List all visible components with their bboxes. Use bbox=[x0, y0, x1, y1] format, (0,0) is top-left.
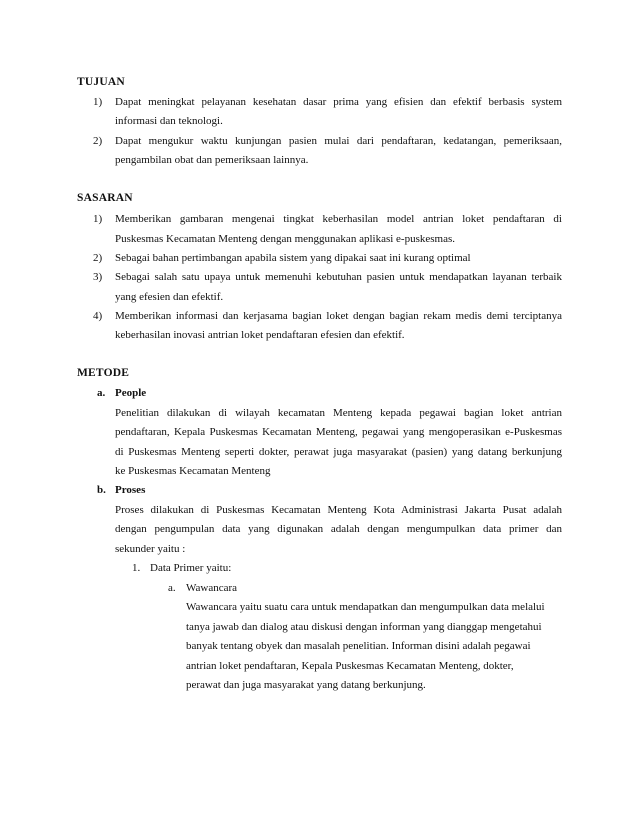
heading-tujuan: TUJUAN bbox=[77, 76, 125, 88]
sasaran-item-3-number: 3) bbox=[93, 271, 103, 283]
people-letter: a. bbox=[97, 387, 106, 399]
tujuan-item-1-line-2: informasi dan teknologi. bbox=[115, 115, 223, 127]
sasaran-item-4-line-2: keberhasilan inovasi antrian loket pendaftaran efesien dan efektif. bbox=[115, 329, 405, 341]
proses-line-2: dengan pengumpulan data yang digunakan adalah dengan mengumpulkan data primer dan bbox=[115, 523, 562, 535]
wawancara-letter: a. bbox=[168, 582, 176, 594]
people-title: People bbox=[115, 387, 147, 399]
tujuan-item-1-number: 1) bbox=[93, 96, 103, 108]
proses-line-3: sekunder yaitu : bbox=[115, 543, 186, 555]
sasaran-item-2-line-1: Sebagai bahan pertimbangan apabila sistem yang dipakai saat ini kurang optimal bbox=[115, 252, 471, 264]
proses-line-1: Proses dilakukan di Puskesmas Kecamatan Menteng Kota Administrasi Jakarta Pusat adalah bbox=[115, 504, 562, 516]
data-primer-number: 1. bbox=[132, 562, 141, 574]
wawancara-line-5: perawat dan juga masyarakat yang datang berkunjung. bbox=[186, 679, 426, 691]
sasaran-item-4-number: 4) bbox=[93, 310, 103, 322]
proses-title: Proses bbox=[115, 484, 146, 496]
sasaran-item-1-number: 1) bbox=[93, 213, 103, 225]
wawancara-line-4: antrian loket pendaftaran, Kepala Puskesmas Kecamatan Menteng, dokter, bbox=[186, 660, 514, 672]
proses-letter: b. bbox=[97, 484, 106, 496]
sasaran-item-3-line-1: Sebagai salah satu upaya untuk memenuhi kebutuhan pasien untuk mendapatkan layanan terbaik bbox=[115, 271, 562, 283]
sasaran-item-1-line-1: Memberikan gambaran mengenai tingkat keberhasilan model antrian loket pendaftaran di bbox=[115, 213, 562, 225]
wawancara-line-3: banyak tentang obyek dan masalah penelitian. Informan disini adalah pegawai bbox=[186, 640, 531, 652]
heading-sasaran: SASARAN bbox=[77, 192, 133, 204]
tujuan-item-2-number: 2) bbox=[93, 135, 103, 147]
people-line-4: ke Puskesmas Kecamatan Menteng bbox=[115, 465, 271, 477]
data-primer-title: Data Primer yaitu: bbox=[150, 562, 232, 574]
sasaran-item-4-line-1: Memberikan informasi dan kerjasama bagian loket dengan bagian rekam medis demi terciptanya bbox=[115, 310, 562, 322]
people-line-2: pendaftaran, Kepala Puskesmas Kecamatan Menteng, pegawai yang mengoperasikan e-Puskesmas bbox=[115, 426, 562, 438]
wawancara-line-2: tanya jawab dan dialog atau diskusi dengan informan yang dianggap mengetahui bbox=[186, 621, 542, 633]
people-line-1: Penelitian dilakukan di wilayah kecamatan Menteng kepada pegawai bagian loket antrian bbox=[115, 407, 562, 419]
wawancara-title: Wawancara bbox=[186, 582, 238, 594]
sasaran-item-1-line-2: Puskesmas Kecamatan Menteng dengan menggunakan aplikasi e-puskesmas. bbox=[115, 233, 455, 245]
tujuan-item-2-line-2: pengambilan obat dan pemeriksaan lainnya. bbox=[115, 154, 309, 166]
heading-metode: METODE bbox=[77, 367, 130, 379]
tujuan-item-2-line-1: Dapat mengukur waktu kunjungan pasien mulai dari pendaftaran, kedatangan, pemeriksaan, bbox=[115, 135, 562, 147]
wawancara-line-1: Wawancara yaitu suatu cara untuk mendapatkan dan mengumpulkan data melalui bbox=[186, 601, 545, 613]
sasaran-item-2-number: 2) bbox=[93, 252, 103, 264]
tujuan-item-1-line-1: Dapat meningkat pelayanan kesehatan dasar prima yang efisien dan efektif berbasis system bbox=[115, 96, 562, 108]
people-line-3: di Puskesmas Menteng seperti dokter, perawat juga masyarakat (pasien) yang datang berkunjung bbox=[115, 446, 562, 458]
sasaran-item-3-line-2: yang efesien dan efektif. bbox=[115, 291, 224, 303]
